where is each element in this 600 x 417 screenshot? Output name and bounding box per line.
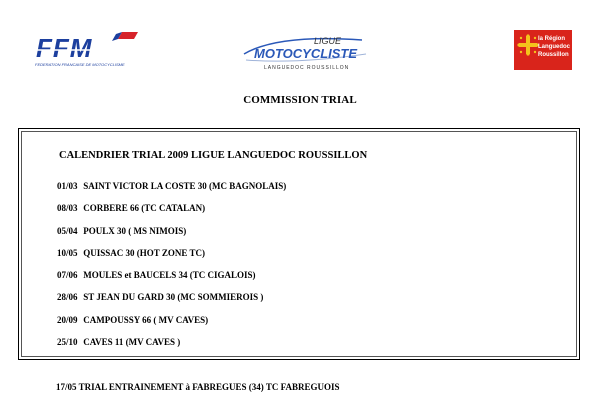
event-date: 28/06 <box>57 292 78 303</box>
ligue-logo-bottom: LANGUEDOC ROUSSILLON <box>264 65 350 71</box>
list-item <box>57 315 286 337</box>
region-logo <box>514 30 572 70</box>
list-item <box>57 248 286 270</box>
list-item <box>57 292 286 314</box>
note-text: TRIAL ENTRAINEMENT à FABREGUES (34) TC FABREGUOIS <box>78 382 340 392</box>
calendar-frame <box>18 128 580 360</box>
event-text: CAVES 11 (MV CAVES ) <box>83 337 181 348</box>
list-item <box>57 226 286 248</box>
occitan-cross-icon <box>517 34 539 56</box>
calendar-title: CALENDRIER TRIAL 2009 LIGUE LANGUEDOC ROUSSILLON <box>59 150 368 161</box>
event-text: CORBERE 66 (TC CATALAN) <box>83 203 206 214</box>
page-heading: COMMISSION TRIAL <box>243 94 357 106</box>
ligue-logo-main: MOTOCYCLISTE <box>254 46 358 61</box>
event-date: 07/06 <box>57 270 78 281</box>
ligue-logo <box>238 30 374 74</box>
training-note <box>56 382 340 392</box>
event-list <box>57 181 286 359</box>
event-text: ST JEAN DU GARD 30 (MC SOMMIEROIS ) <box>83 292 264 303</box>
event-date: 20/09 <box>57 314 78 325</box>
event-text: CAMPOUSSY 66 ( MV CAVES) <box>83 314 209 325</box>
event-text: POULX 30 ( MS NIMOIS) <box>83 225 187 236</box>
event-date: 08/03 <box>57 203 78 214</box>
region-line-1: la Région <box>538 36 566 42</box>
event-text: MOULES et BAUCELS 34 (TC CIGALOIS) <box>83 270 256 281</box>
event-text: SAINT VICTOR LA COSTE 30 (MC BAGNOLAIS) <box>83 181 287 191</box>
list-item <box>57 270 286 292</box>
event-date: 05/04 <box>57 225 78 236</box>
event-date: 25/10 <box>57 337 78 348</box>
region-line-2: Languedoc <box>538 44 571 50</box>
ffm-logo <box>30 30 140 72</box>
ffm-logo-mark: FFM <box>36 33 93 63</box>
list-item <box>57 203 286 225</box>
ligue-logo-top: LIGUE <box>314 36 342 46</box>
event-text: QUISSAC 30 (HOT ZONE TC) <box>83 247 205 258</box>
note-date: 17/05 <box>56 382 77 392</box>
list-item <box>57 337 286 359</box>
event-date: 01/03 <box>57 181 78 191</box>
region-line-3: Roussillon <box>538 52 569 58</box>
event-date: 10/05 <box>57 247 78 258</box>
ffm-logo-subtitle: FEDERATION FRANCAISE DE MOTOCYCLISME <box>35 62 125 67</box>
list-item <box>57 181 286 203</box>
